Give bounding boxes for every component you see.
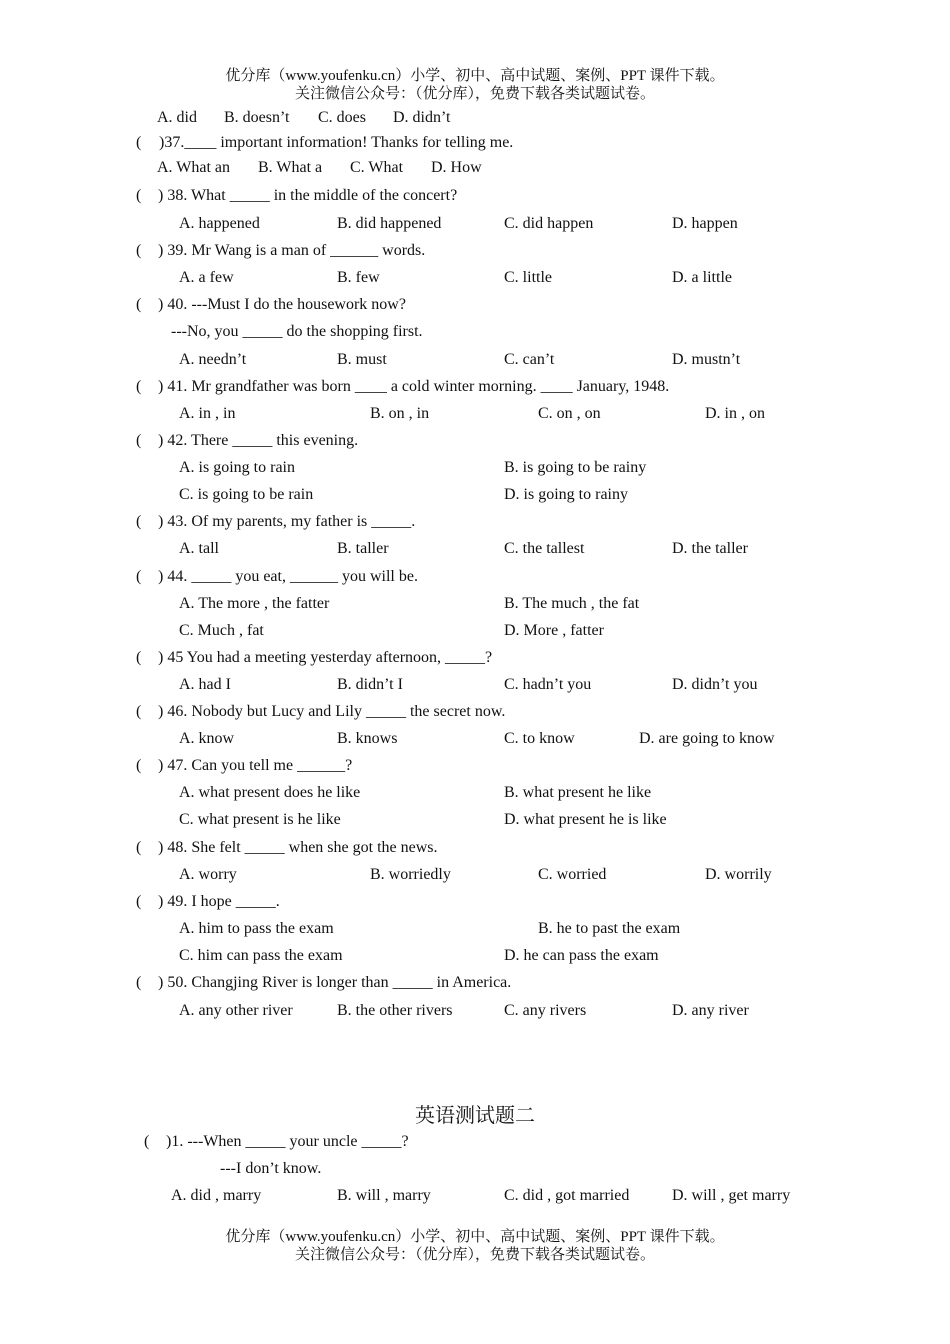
question-stem: ) 44. _____ you eat, ______ you will be. (158, 568, 418, 585)
option-d: D. worrily (705, 866, 772, 883)
answer-paren: ( (144, 1133, 150, 1150)
option-d: D. any river (672, 1002, 749, 1019)
option-d: D. happen (672, 215, 738, 232)
option-c: C. any rivers (504, 1002, 587, 1019)
question-stem: ) 42. There _____ this evening. (158, 432, 359, 449)
question-stem: ) 49. I hope _____. (158, 893, 280, 910)
option-c: C. him can pass the exam (179, 947, 343, 964)
question-stem: ) 48. She felt _____ when she got the news. (158, 839, 438, 856)
option-c: C. to know (504, 730, 575, 747)
option-a: A. tall (179, 540, 219, 557)
answer-paren: ( (136, 296, 142, 313)
question-stem: ) 46. Nobody but Lucy and Lily _____ the secret now. (158, 703, 506, 720)
option-a: A. what present does he like (179, 784, 361, 801)
option-d: D. How (431, 159, 482, 176)
option-b: B. taller (337, 540, 389, 557)
q36-option-a: A. did (157, 109, 197, 126)
option-a: A. What an (157, 159, 231, 176)
option-d: D. More , fatter (504, 622, 604, 639)
answer-paren: ( (136, 242, 142, 259)
question-stem: ) 41. Mr grandfather was born ____ a cold winter morning. ____ January, 1948. (158, 378, 670, 395)
answer-paren: ( (136, 893, 142, 910)
option-b: B. The much , the fat (504, 595, 640, 612)
option-c: C. little (504, 269, 552, 286)
question-stem: ) 50. Changjing River is longer than _____ in America. (158, 974, 512, 991)
option-b: B. What a (258, 159, 323, 176)
option-a: A. had I (179, 676, 231, 693)
question-stem-line2: ---No, you _____ do the shopping first. (171, 323, 423, 340)
option-c: C. the tallest (504, 540, 585, 557)
question-stem: )1. ---When _____ your uncle _____? (166, 1133, 409, 1150)
option-b: B. did happened (337, 215, 442, 232)
option-d: D. a little (672, 269, 732, 286)
answer-paren: ( (136, 513, 142, 530)
section-title: 英语测试题二 (415, 1105, 535, 1127)
option-d: D. didn’t you (672, 676, 758, 693)
option-d: D. will , get marry (672, 1187, 791, 1204)
option-a: A. The more , the fatter (179, 595, 330, 612)
option-c: C. worried (538, 866, 607, 883)
option-a: A. needn’t (179, 351, 247, 368)
question-stem: )37.____ important information! Thanks for telling me. (159, 134, 514, 151)
page-footer-line2: 关注微信公众号：（优分库），免费下载各类试题试卷。 (294, 1247, 655, 1263)
option-d: D. is going to rainy (504, 486, 628, 503)
answer-paren: ( (136, 378, 142, 395)
answer-paren: ( (136, 649, 142, 666)
option-d: D. mustn’t (672, 351, 741, 368)
option-d: D. the taller (672, 540, 748, 557)
answer-paren: ( (136, 703, 142, 720)
option-c: C. did happen (504, 215, 594, 232)
answer-paren: ( (136, 568, 142, 585)
answer-paren: ( (136, 134, 142, 151)
page-footer-line1: 优分库（www.youfenku.cn）小学、初中、高中试题、案例、PPT 课件下载。 (225, 1229, 725, 1245)
option-c: C. what present is he like (179, 811, 341, 828)
answer-paren: ( (136, 839, 142, 856)
question-stem: ) 47. Can you tell me ______? (158, 757, 353, 774)
option-b: B. the other rivers (337, 1002, 453, 1019)
option-b: B. he to past the exam (538, 920, 681, 937)
option-a: A. worry (179, 866, 237, 883)
answer-paren: ( (136, 187, 142, 204)
option-d: D. in , on (705, 405, 765, 422)
option-a: A. a few (179, 269, 234, 286)
option-c: C. Much , fat (179, 622, 264, 639)
question-stem: ) 45 You had a meeting yesterday afternoon, _____? (158, 649, 493, 666)
option-a: A. know (179, 730, 235, 747)
option-a: A. did , marry (171, 1187, 262, 1204)
question-stem-line2: ---I don’t know. (220, 1160, 322, 1177)
page-header-line1: 优分库（www.youfenku.cn）小学、初中、高中试题、案例、PPT 课件下载。 (225, 68, 725, 84)
option-a: A. happened (179, 215, 260, 232)
option-d: D. are going to know (639, 730, 775, 747)
answer-paren: ( (136, 757, 142, 774)
option-b: B. didn’t I (337, 676, 403, 693)
answer-paren: ( (136, 432, 142, 449)
option-c: C. did , got married (504, 1187, 630, 1204)
page-header-line2: 关注微信公众号：（优分库），免费下载各类试题试卷。 (294, 86, 655, 102)
option-b: B. on , in (370, 405, 430, 422)
option-c: C. on , on (538, 405, 601, 422)
question-stem: ) 40. ---Must I do the housework now? (158, 296, 406, 313)
option-c: C. is going to be rain (179, 486, 314, 503)
option-b: B. few (337, 269, 380, 286)
q36-option-d: D. didn’t (393, 109, 451, 126)
option-b: B. worriedly (370, 866, 451, 883)
option-d: D. he can pass the exam (504, 947, 659, 964)
question-stem: ) 39. Mr Wang is a man of ______ words. (158, 242, 426, 259)
option-a: A. him to pass the exam (179, 920, 334, 937)
option-b: B. will , marry (337, 1187, 431, 1204)
answer-paren: ( (136, 974, 142, 991)
option-c: C. What (350, 159, 404, 176)
question-stem: ) 38. What _____ in the middle of the concert? (158, 187, 458, 204)
option-d: D. what present he is like (504, 811, 667, 828)
option-a: A. any other river (179, 1002, 293, 1019)
option-a: A. in , in (179, 405, 236, 422)
option-b: B. knows (337, 730, 398, 747)
option-b: B. what present he like (504, 784, 652, 801)
option-b: B. must (337, 351, 387, 368)
option-c: C. can’t (504, 351, 555, 368)
q36-option-b: B. doesn’t (224, 109, 290, 126)
option-c: C. hadn’t you (504, 676, 592, 693)
question-stem: ) 43. Of my parents, my father is _____. (158, 513, 416, 530)
option-a: A. is going to rain (179, 459, 295, 476)
option-b: B. is going to be rainy (504, 459, 647, 476)
q36-option-c: C. does (318, 109, 366, 126)
